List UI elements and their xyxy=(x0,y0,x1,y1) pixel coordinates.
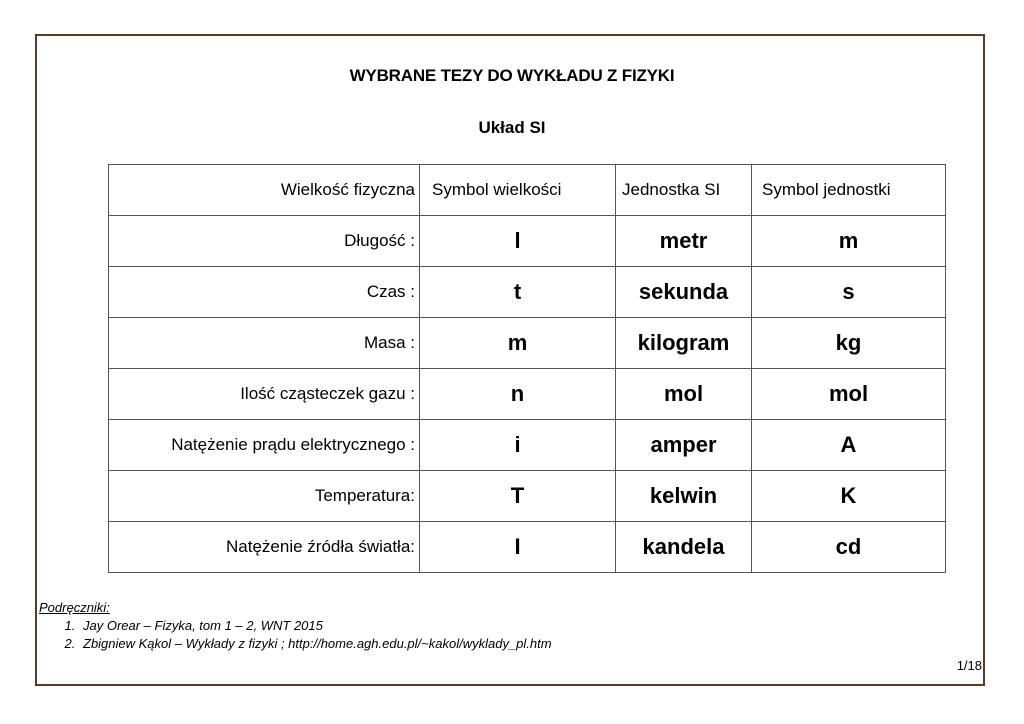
table-row xyxy=(109,318,946,369)
unit-cell: sekunda xyxy=(616,267,752,318)
table-row xyxy=(109,522,946,573)
reference-item: 1. Jay Orear – Fizyka, tom 1 – 2, WNT 2015 xyxy=(79,617,552,635)
quantity-cell: Długość : xyxy=(109,216,420,267)
document-subtitle: Układ SI xyxy=(478,118,546,137)
quantity-cell: Natężenie prądu elektrycznego : xyxy=(109,420,420,471)
page-number: 1/18 xyxy=(956,658,982,673)
quantity-cell: Czas : xyxy=(109,267,420,318)
unit-symbol-cell: kg xyxy=(752,318,946,369)
table-row xyxy=(109,471,946,522)
symbol-cell: t xyxy=(420,267,616,318)
unit-cell: mol xyxy=(616,369,752,420)
reference-item: 2. Zbigniew Kąkol – Wykłady z fizyki ; http://home.agh.edu.pl/~kakol/wyklady_pl.htm xyxy=(79,635,552,653)
unit-symbol-cell: mol xyxy=(752,369,946,420)
table-row xyxy=(109,420,946,471)
unit-symbol-cell: K xyxy=(752,471,946,522)
quantity-cell: Masa : xyxy=(109,318,420,369)
unit-symbol-cell: A xyxy=(752,420,946,471)
symbol-cell: n xyxy=(420,369,616,420)
unit-cell: kelwin xyxy=(616,471,752,522)
table-row xyxy=(109,369,946,420)
quantity-cell: Natężenie źródła światła: xyxy=(109,522,420,573)
symbol-cell: I xyxy=(420,522,616,573)
unit-cell: amper xyxy=(616,420,752,471)
quantity-cell: Temperatura: xyxy=(109,471,420,522)
si-units-table xyxy=(108,164,946,573)
table-header-row xyxy=(109,165,946,216)
references xyxy=(39,599,552,653)
table-row xyxy=(109,216,946,267)
header-unit: Jednostka SI xyxy=(616,165,752,216)
unit-cell: kandela xyxy=(616,522,752,573)
unit-symbol-cell: s xyxy=(752,267,946,318)
document-title: WYBRANE TEZY DO WYKŁADU Z FIZYKI xyxy=(349,66,675,85)
header-quantity: Wielkość fizyczna xyxy=(109,165,420,216)
symbol-cell: l xyxy=(420,216,616,267)
unit-cell: kilogram xyxy=(616,318,752,369)
header-unit-symbol: Symbol jednostki xyxy=(752,165,946,216)
unit-symbol-cell: cd xyxy=(752,522,946,573)
quantity-cell: Ilość cząsteczek gazu : xyxy=(109,369,420,420)
unit-cell: metr xyxy=(616,216,752,267)
table-row xyxy=(109,267,946,318)
header-symbol: Symbol wielkości xyxy=(420,165,616,216)
unit-symbol-cell: m xyxy=(752,216,946,267)
symbol-cell: T xyxy=(420,471,616,522)
references-heading: Podręczniki: xyxy=(39,600,110,615)
symbol-cell: m xyxy=(420,318,616,369)
symbol-cell: i xyxy=(420,420,616,471)
references-list xyxy=(39,617,552,653)
